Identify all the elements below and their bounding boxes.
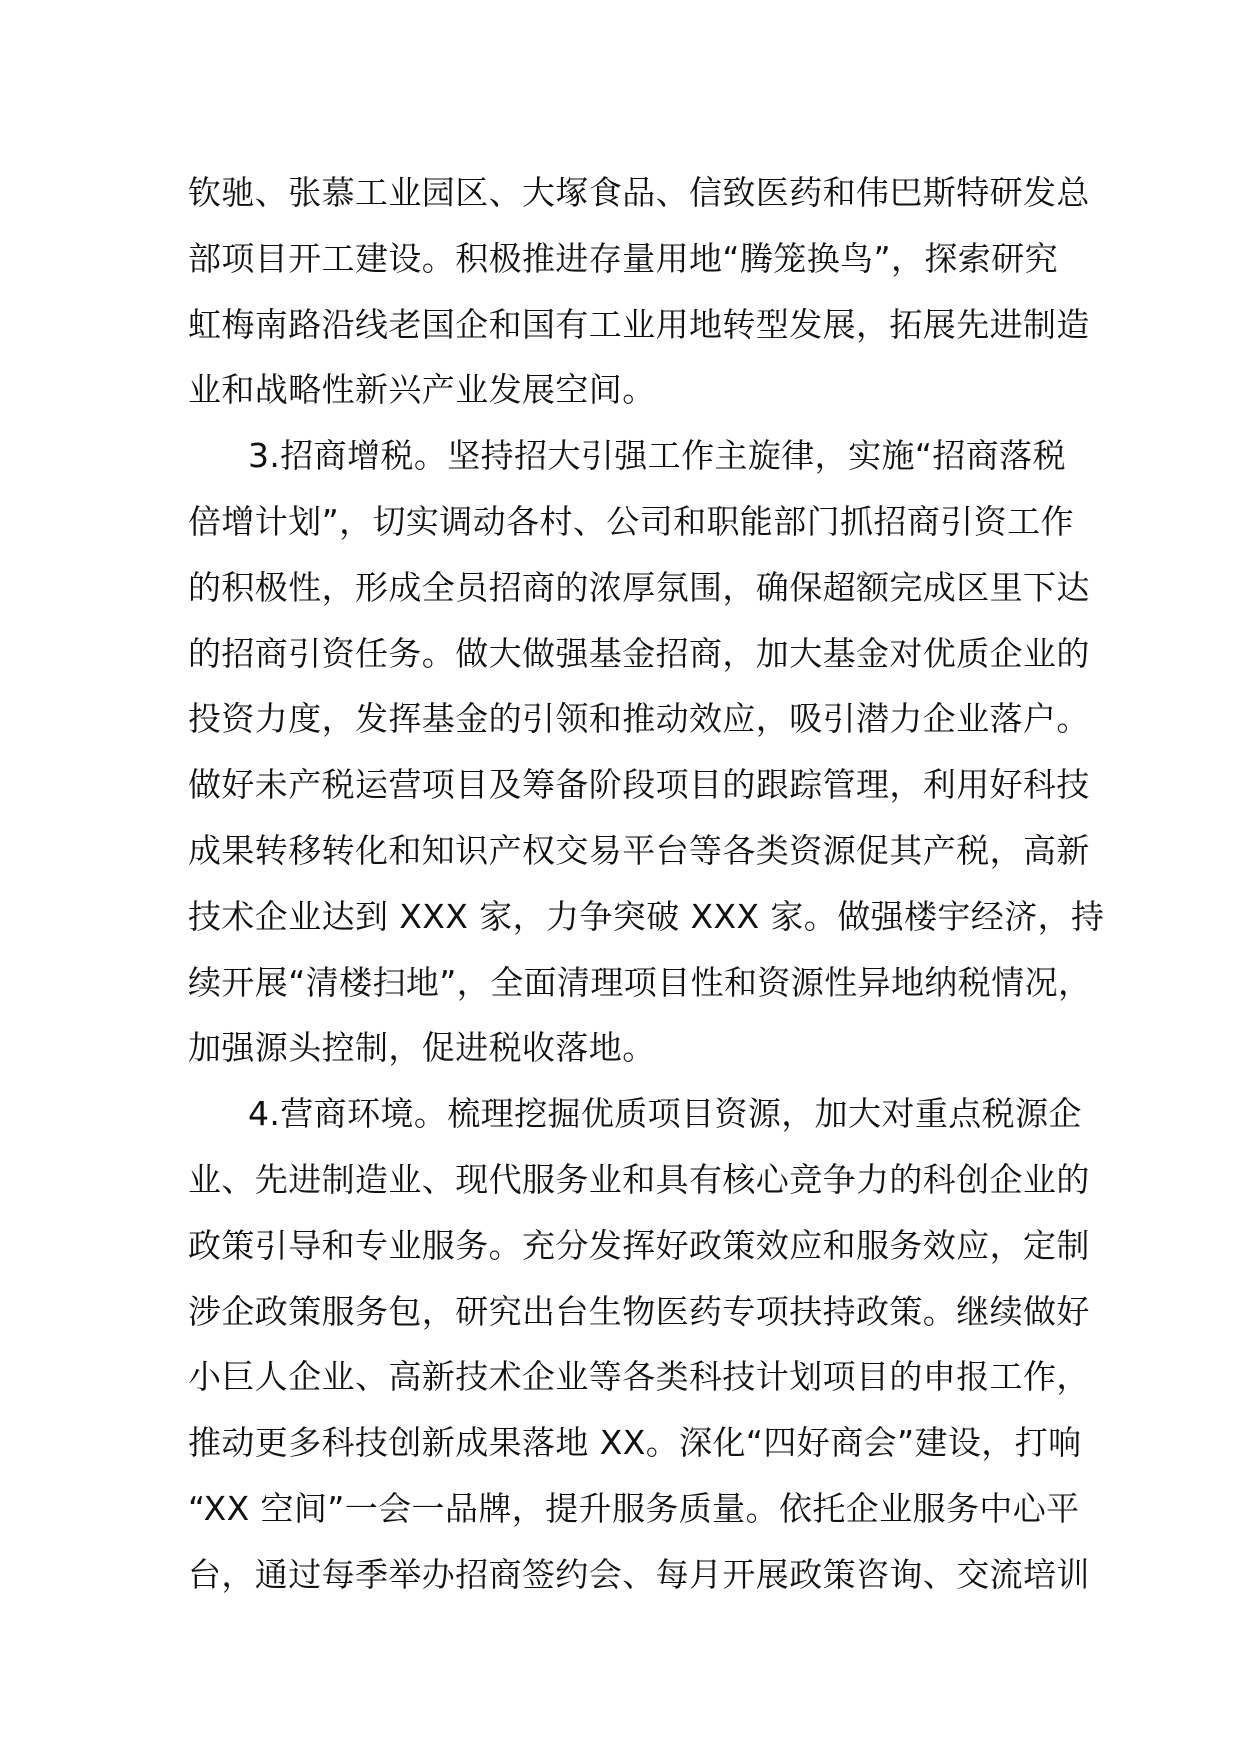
text-line: 成果转移转化和知识产权交易平台等各类资源促其产税，高新: [188, 830, 1090, 870]
text-line: 虹梅南路沿线老国企和国有工业用地转型发展，拓展先进制造: [188, 304, 1090, 344]
text-line: 的积极性，形成全员招商的浓厚氛围，确保超额完成区里下达: [188, 567, 1090, 607]
paragraph-start-line: 3.招商增税。坚持招大引强工作主旋律，实施“招商落税: [248, 436, 1066, 476]
text-line: 政策引导和专业服务。充分发挥好政策效应和服务效应，定制: [188, 1225, 1090, 1265]
text-line: 技术企业达到 XXX 家，力争突破 XXX 家。做强楼宇经济，持: [188, 896, 1105, 936]
text-line: 做好未产税运营项目及筹备阶段项目的跟踪管理，利用好科技: [188, 765, 1090, 805]
text-line: 业和战略性新兴产业发展空间。: [188, 370, 656, 410]
text-line: 续开展“清楼扫地”，全面清理项目性和资源性异地纳税情况，: [188, 962, 1092, 1002]
text-line: 小巨人企业、高新技术企业等各类科技计划项目的申报工作，: [188, 1357, 1090, 1397]
text-line: 涉企政策服务包，研究出台生物医药专项扶持政策。继续做好: [188, 1291, 1090, 1331]
paragraph-start-line: 4.营商环境。梳理挖掘优质项目资源，加大对重点税源企: [248, 1094, 1082, 1134]
body-text: [188, 160, 1105, 1608]
text-line: 倍增计划”，切实调动各村、公司和职能部门抓招商引资工作: [188, 501, 1074, 541]
text-line: 业、先进制造业、现代服务业和具有核心竞争力的科创企业的: [188, 1159, 1090, 1199]
text-line: 推动更多科技创新成果落地 XX。深化“四好商会”建设，打响: [188, 1423, 1082, 1463]
text-line: 投资力度，发挥基金的引领和推动效应，吸引潜力企业落户。: [188, 699, 1090, 739]
text-line: 台，通过每季举办招商签约会、每月开展政策咨询、交流培训: [188, 1554, 1090, 1594]
text-line: 部项目开工建设。积极推进存量用地“腾笼换鸟”，探索研究: [188, 238, 1058, 278]
text-line: 钦驰、张慕工业园区、大塚食品、信致医药和伟巴斯特研发总: [188, 173, 1090, 212]
text-line: 加强源头控制，促进税收落地。: [188, 1028, 656, 1068]
text-line: 的招商引资任务。做大做强基金招商，加大基金对优质企业的: [188, 633, 1090, 673]
text-line: “XX 空间”一会一品牌，提升服务质量。依托企业服务中心平: [188, 1488, 1080, 1528]
